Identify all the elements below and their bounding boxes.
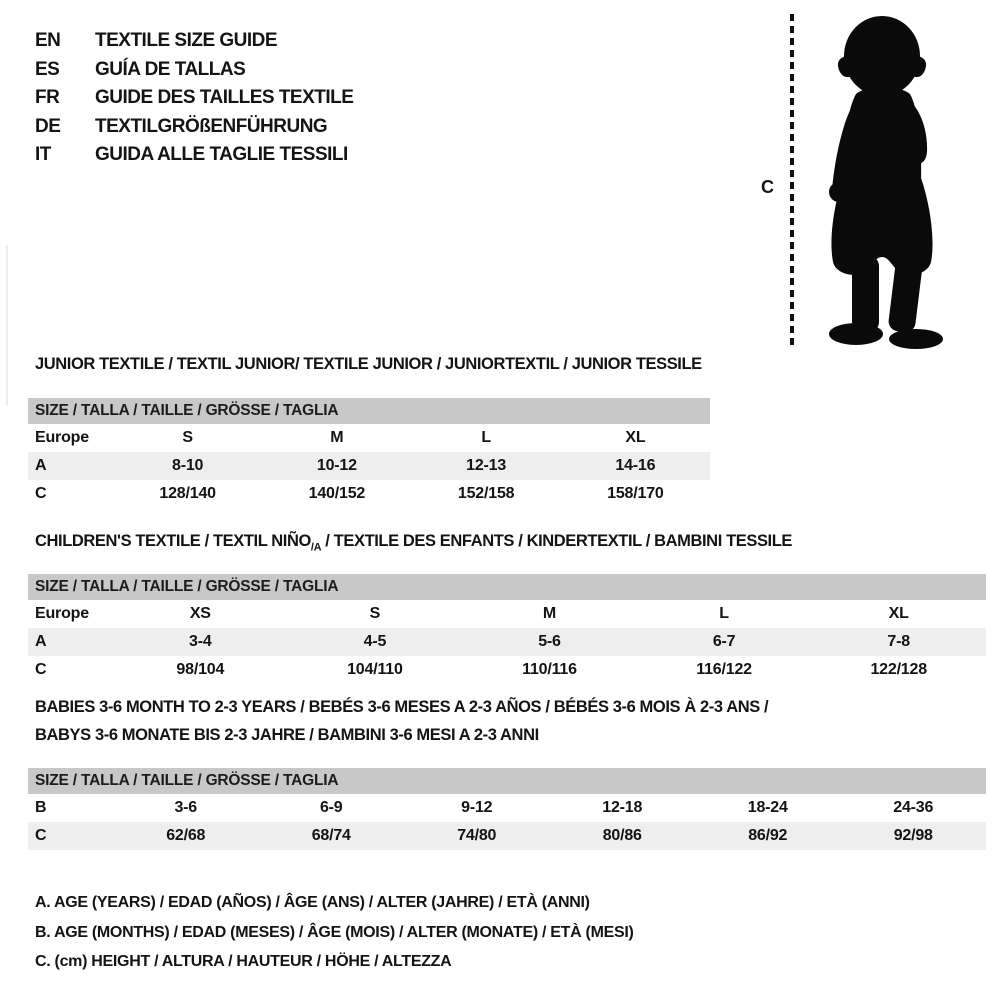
baby-foot-left [829,323,883,345]
table-cell: S [182,429,193,446]
table-cell: 24-36 [893,799,934,816]
height-measure-label: C [761,177,774,197]
table-cell: 86/92 [748,827,788,844]
babies-section-title-line1: BABIES 3-6 MONTH TO 2-3 YEARS / BEBÉS 3-6 MESES A 2-3 AÑOS / BÉBÉS 3-6 MOIS À 2-3 ANS / [35,698,769,716]
table-row [28,424,710,452]
table-cell: 9-12 [461,799,493,816]
table-cell: 158/170 [607,485,664,502]
table-cell: 6-9 [319,799,343,816]
footnote-c: C. (cm) HEIGHT / ALTURA / HAUTEUR / HÖHE / ALTEZZA [35,953,452,970]
table-row [28,480,710,508]
table-cell: 98/104 [176,661,225,678]
children-title-suffix: / TEXTILE DES ENFANTS / KINDERTEXTIL / BAMBINI TESSILE [321,532,793,550]
table-row [28,656,986,684]
table-cell: 80/86 [602,827,642,844]
table-cell: 7-8 [887,633,910,650]
table-cell: Europe [35,429,89,446]
babies-section-title-line2: BABYS 3-6 MONATE BIS 2-3 JAHRE / BAMBINI 3-6 MESI A 2-3 ANNI [35,726,539,744]
language-label: GUIDA ALLE TAGLIE TESSILI [95,144,348,166]
table-cell: 128/140 [159,485,216,502]
table-cell: 12-18 [602,799,643,816]
table-cell: 110/116 [522,661,577,678]
table-cell: S [369,605,381,622]
table-cell: XL [888,605,909,622]
language-code: IT [35,144,51,166]
table-row [28,600,986,628]
language-row [35,84,353,113]
babies-size-table [28,768,986,850]
table-cell: A [35,633,47,650]
scan-edge-artifact [6,245,8,405]
language-label: GUIDE DES TAILLES TEXTILE [95,87,354,109]
children-section-title [35,532,792,553]
table-row [28,628,986,656]
table-header-bar-row [28,574,986,600]
table-cell: 62/68 [166,827,206,844]
table-cell: XS [189,605,211,622]
table-cell: 68/74 [311,827,351,844]
table-cell: 8-10 [172,457,204,474]
size-header-bar: SIZE / TALLA / TAILLE / GRÖSSE / TAGLIA [28,574,986,600]
language-label: TEXTILE SIZE GUIDE [95,30,278,52]
table-cell: 3-6 [174,799,198,816]
language-row [35,27,353,56]
junior-section-title: JUNIOR TEXTILE / TEXTIL JUNIOR/ TEXTILE JUNIOR / JUNIORTEXTIL / JUNIOR TESSILE [35,355,702,373]
table-header-bar-row [28,768,986,794]
footnotes [35,888,634,977]
baby-foot-right [889,329,943,349]
language-code: EN [35,30,61,52]
language-code: ES [35,58,60,80]
children-title-subscript: /A [310,541,322,554]
table-cell: Europe [35,605,89,622]
baby-hand-right [899,152,917,170]
language-code: DE [35,115,61,137]
table-cell: 10-12 [316,457,357,474]
language-label: GUÍA DE TALLAS [95,58,246,80]
table-cell: B [35,799,47,816]
table-cell: A [35,457,47,474]
table-cell: 122/128 [870,661,927,678]
table-cell: 92/98 [893,827,933,844]
table-cell: L [481,429,491,446]
table-cell: C [35,661,47,678]
table-row [28,822,986,850]
table-cell: 140/152 [308,485,366,502]
height-dashed-line [790,14,794,348]
table-cell: 4-5 [363,633,387,650]
table-cell: 6-7 [712,633,736,650]
table-cell: 3-4 [189,633,212,650]
size-header-bar: SIZE / TALLA / TAILLE / GRÖSSE / TAGLIA [28,768,986,794]
table-cell: 12-13 [466,457,507,474]
baby-silhouette [806,12,958,350]
children-title-prefix: CHILDREN'S TEXTILE / TEXTIL NIÑO [35,532,311,550]
footnote-a: A. AGE (YEARS) / EDAD (AÑOS) / ÂGE (ANS) / ALTER (JAHRE) / ETÀ (ANNI) [35,894,590,911]
table-row [28,452,710,480]
table-cell: C [35,485,47,502]
table-cell: 152/158 [457,485,515,502]
table-cell: M [542,605,557,622]
table-cell: 18-24 [747,799,788,816]
junior-size-table [28,398,710,508]
language-row [35,56,353,85]
language-code: FR [35,87,60,109]
language-row [35,113,353,142]
table-row [28,794,986,822]
table-cell: L [719,605,729,622]
language-list [35,27,353,170]
footnote-b: B. AGE (MONTHS) / EDAD (MESES) / ÂGE (MOIS) / ALTER (MONATE) / ETÀ (MESI) [35,923,634,941]
table-cell: XL [625,429,646,446]
table-cell: 104/110 [347,661,403,678]
table-cell: C [35,827,47,844]
table-cell: 14-16 [615,457,656,474]
baby-leg-right [887,255,923,334]
table-cell: M [330,429,344,446]
table-cell: 74/80 [457,827,497,844]
size-header-bar: SIZE / TALLA / TAILLE / GRÖSSE / TAGLIA [28,398,710,424]
language-label: TEXTILGRÖßENFÜHRUNG [95,115,328,137]
baby-leg-left [852,256,879,332]
table-cell: 116/122 [696,661,752,678]
children-size-table [28,574,986,684]
table-header-bar-row [28,398,710,424]
table-cell: 5-6 [538,633,561,650]
language-row [35,141,353,170]
